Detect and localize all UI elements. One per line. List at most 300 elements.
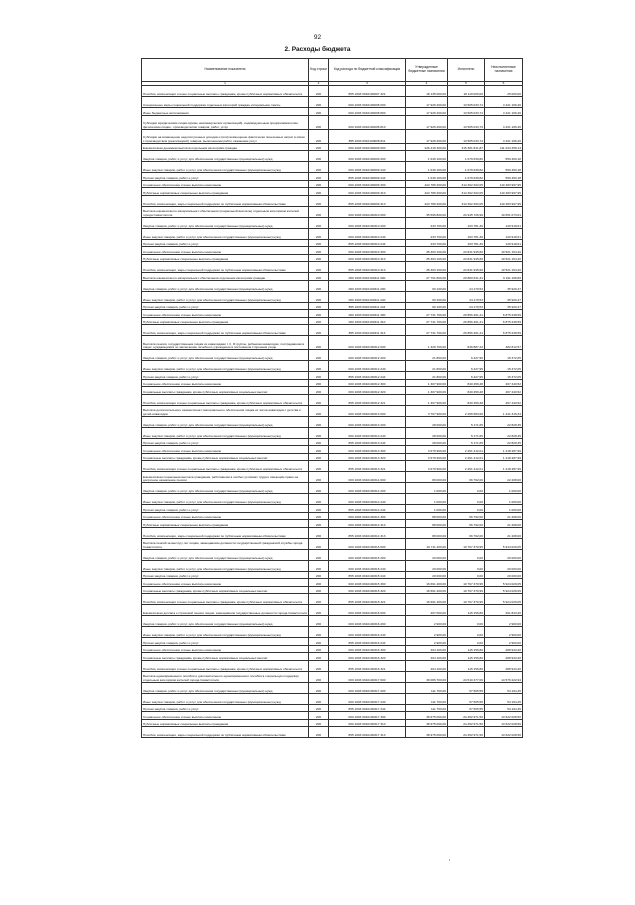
row-unexecuted: 1 000,00	[485, 483, 523, 494]
row-classification-code: 000 1003 0910100310 000	[329, 206, 406, 217]
column-index: 3	[329, 82, 406, 86]
row-executed: 5 171,65	[448, 427, 485, 438]
row-unexecuted: 467 440,52	[485, 394, 523, 405]
row-executed: 314 302 202,05	[448, 188, 485, 196]
row-name: Социальное обеспечение и иные выплаты населению	[142, 310, 309, 318]
row-unexecuted: 288 943,20	[485, 660, 523, 671]
row-classification-code: 855 1003 0910100311 244	[329, 302, 406, 310]
row-approved: 404 100,00	[406, 645, 448, 653]
row-line-code: 200	[309, 302, 329, 310]
row-executed: 10 767 370,95	[448, 594, 485, 605]
table-row	[142, 527, 523, 538]
table-row	[142, 416, 523, 427]
row-classification-code: 000 1003 0910100314 000	[329, 472, 406, 483]
row-executed: 0,00	[448, 627, 485, 638]
row-executed: 6 427,95	[448, 372, 485, 380]
row-approved: 60 100,00	[406, 291, 448, 302]
row-executed: 2 261 412,01	[448, 453, 485, 461]
row-approved: 88 000,00	[406, 527, 448, 538]
table-row	[142, 280, 523, 291]
row-name: Субсидии юридическим лицам (кроме некоммерческих организаций), индивидуальным предпринимателям, физическим лицам - производителям товаров, работ, услуг	[142, 115, 309, 129]
row-approved: 424 786 200,00	[406, 195, 448, 206]
row-name: Социальное обеспечение и иные выплаты населению	[142, 247, 309, 255]
row-classification-code: 000 1003 0910100316 320	[329, 653, 406, 661]
page-number: 92	[313, 34, 322, 41]
row-classification-code: 000 1003 0910100311 200	[329, 280, 406, 291]
row-classification-code: 000 1003 0910100315 300	[329, 579, 406, 587]
row-line-code: 200	[309, 361, 329, 372]
row-unexecuted: 1 418 487,99	[485, 453, 523, 461]
row-line-code: 200	[309, 336, 329, 350]
row-unexecuted: 15 372,05	[485, 350, 523, 361]
row-classification-code: 000 1003 0910100008 800	[329, 108, 406, 116]
page-mark: ı	[449, 857, 451, 862]
row-classification-code: 000 1003 0910100314 200	[329, 483, 406, 494]
row-line-code: 200	[309, 162, 329, 173]
row-approved: 111 700,00	[406, 682, 448, 693]
row-executed: 0,00	[448, 483, 485, 494]
header-name: Наименование показателя	[142, 59, 309, 82]
row-line-code: 200	[309, 446, 329, 454]
row-classification-code: 000 1003 0910100310 300	[329, 247, 406, 255]
row-approved: 111 700,00	[406, 693, 448, 704]
row-executed: 315 381 841,87	[448, 143, 485, 151]
row-approved: 16 691 400,00	[406, 579, 448, 587]
header-approved: Утвержденные бюджетные назначения	[406, 59, 448, 82]
row-name: Пособия, компенсации и иные социальные выплаты гражданам, кроме публичных нормативных обязательств	[142, 461, 309, 472]
row-executed: 20 856 461,41	[448, 317, 485, 325]
row-line-code: 200	[309, 86, 329, 97]
row-unexecuted: 467 440,52	[485, 379, 523, 387]
row-line-code: 200	[309, 173, 329, 181]
table-row	[142, 379, 523, 387]
row-line-code: 200	[309, 273, 329, 281]
row-unexecuted: 288 943,20	[485, 653, 523, 661]
row-unexecuted: 4 421 166,26	[485, 108, 523, 116]
row-unexecuted: 1 418 487,99	[485, 446, 523, 454]
row-executed: 24 452 971,50	[448, 712, 485, 720]
row-executed: 115 156,80	[448, 653, 485, 661]
row-executed: 24 841 945,60	[448, 254, 485, 262]
row-name: Публичные нормативные социальные выплаты гражданам	[142, 520, 309, 528]
table-row	[142, 538, 523, 549]
row-executed: 10 767 370,95	[448, 586, 485, 594]
row-name: Социальные выплаты гражданам, кроме публичных нормативных социальных выплат	[142, 653, 309, 661]
row-classification-code: 000 1003 0910100311 300	[329, 310, 406, 318]
row-executed: 57 505,55	[448, 693, 485, 704]
row-name: Выплата единовременного пособия и дополнительного единовременного пособия в социальную поддержку отдельным категориям жителей города Севастополя	[142, 671, 309, 682]
row-approved: 60 100,00	[406, 280, 448, 291]
table-row	[142, 405, 523, 416]
row-name: Закупка товаров, работ и услуг для обеспечения государственных (муниципальных) нужд	[142, 549, 309, 560]
row-executed: 840 459,48	[448, 387, 485, 395]
row-name: Публичные нормативные социальные выплаты гражданам	[142, 317, 309, 325]
row-classification-code: 855 1003 0910100313 244	[329, 438, 406, 446]
row-line-code: 200	[309, 317, 329, 325]
row-classification-code: 000 1003 0910100313 000	[329, 405, 406, 416]
row-unexecuted: 4 421 166,26	[485, 97, 523, 108]
table-row	[142, 461, 523, 472]
row-line-code: 200	[309, 645, 329, 653]
table-row	[142, 97, 523, 108]
row-classification-code: 000 1003 0910100317 300	[329, 712, 406, 720]
row-executed: 13 505 033,74	[448, 108, 485, 116]
row-approved: 404 100,00	[406, 660, 448, 671]
row-approved: 1 000,00	[406, 505, 448, 513]
header-unexecuted: Неисполненные назначения	[485, 59, 523, 82]
row-executed: 840 459,48	[448, 379, 485, 387]
row-line-code: 200	[309, 586, 329, 594]
row-approved: 2 900,00	[406, 638, 448, 646]
row-line-code: 200	[309, 671, 329, 682]
row-line-code: 200	[309, 560, 329, 571]
row-name: Социальное обеспечение и иные выплаты населению	[142, 379, 309, 387]
row-approved: 35 363 100,00	[406, 247, 448, 255]
row-executed: 2 266 583,66	[448, 405, 485, 416]
row-executed: 24 510 477,06	[448, 671, 485, 682]
row-unexecuted: 10 651 073,01	[485, 206, 523, 217]
row-classification-code: 000 1003 0910100312 240	[329, 361, 406, 372]
row-classification-code: 000 1003 0910100009 200	[329, 151, 406, 162]
row-unexecuted: 14 522 028,50	[485, 712, 523, 720]
row-approved: 1 630 100,00	[406, 173, 448, 181]
table-row	[142, 254, 523, 262]
row-line-code: 200	[309, 129, 329, 143]
row-approved: 28 000,00	[406, 438, 448, 446]
row-approved: 88 000,00	[406, 512, 448, 520]
row-line-code: 200	[309, 571, 329, 579]
table-row	[142, 727, 523, 738]
table-row	[142, 520, 523, 528]
row-approved: 1 000,00	[406, 494, 448, 505]
row-classification-code: 000 1003 0910100313 200	[329, 416, 406, 427]
row-line-code: 200	[309, 719, 329, 727]
row-unexecuted: 1 000,00	[485, 494, 523, 505]
row-classification-code: 855 1003 0910100314 244	[329, 505, 406, 513]
row-unexecuted: 10 521 154,40	[485, 247, 523, 255]
row-executed: 20 880 631,34	[448, 273, 485, 281]
table-row	[142, 693, 523, 704]
table-row	[142, 151, 523, 162]
row-name: Иные закупки товаров, работ и услуг для обеспечения государственных (муниципальных) нужд	[142, 427, 309, 438]
table-row	[142, 483, 523, 494]
row-line-code: 200	[309, 310, 329, 318]
row-executed: 13 505 033,74	[448, 129, 485, 143]
row-line-code: 200	[309, 653, 329, 661]
table-row	[142, 453, 523, 461]
row-line-code: 200	[309, 115, 329, 129]
row-classification-code: 000 1003 0910100314 310	[329, 520, 406, 528]
row-executed: 20 856 461,41	[448, 325, 485, 336]
row-classification-code: 000 1003 0910100311 240	[329, 291, 406, 302]
table-body	[142, 86, 523, 738]
row-line-code: 200	[309, 108, 329, 116]
row-classification-code: 000 1003 0910100313 300	[329, 446, 406, 454]
row-unexecuted: 550 460,18	[485, 151, 523, 162]
row-executed: 0,00	[448, 616, 485, 627]
table-row	[142, 653, 523, 661]
row-classification-code: 855 1003 0910100311 313	[329, 325, 406, 336]
row-unexecuted: 550 460,18	[485, 162, 523, 173]
table-row	[142, 645, 523, 653]
row-line-code: 200	[309, 151, 329, 162]
row-approved: 3 679 900,00	[406, 446, 448, 454]
table-row	[142, 325, 523, 336]
row-approved: 38 975 000,00	[406, 719, 448, 727]
table-row	[142, 571, 523, 579]
row-line-code: 200	[309, 394, 329, 405]
row-name: Закупка товаров, работ и услуг для обеспечения государственных (муниципальных) нужд	[142, 217, 309, 228]
row-executed: 2 261 412,01	[448, 461, 485, 472]
row-line-code: 200	[309, 180, 329, 188]
column-index: 6	[485, 82, 523, 86]
row-unexecuted: 15 372,05	[485, 372, 523, 380]
row-name: Закупка товаров, работ и услуг для обеспечения государственных (муниципальных) нужд	[142, 483, 309, 494]
table-row	[142, 512, 523, 520]
table-row	[142, 594, 523, 605]
column-index: 4	[406, 82, 448, 86]
row-unexecuted: 14 522 028,50	[485, 719, 523, 727]
column-index: 1	[142, 82, 309, 86]
row-approved: 1 307 900,00	[406, 394, 448, 405]
row-approved: 16 711 400,00	[406, 538, 448, 549]
row-classification-code: 000 1003 0910100317 240	[329, 693, 406, 704]
row-approved: 21 800,00	[406, 350, 448, 361]
row-approved: 1 630 100,00	[406, 151, 448, 162]
row-executed: 18 110 000,00	[448, 86, 485, 97]
row-executed: 66 792,00	[448, 520, 485, 528]
table-row	[142, 173, 523, 181]
row-line-code: 200	[309, 97, 329, 108]
row-unexecuted: 288 943,20	[485, 645, 523, 653]
row-line-code: 200	[309, 387, 329, 395]
row-classification-code: 000 1003 0910100009 240	[329, 162, 406, 173]
row-line-code: 200	[309, 262, 329, 273]
row-classification-code: 000 1003 0910100314 240	[329, 494, 406, 505]
row-unexecuted: 25 000,00	[485, 86, 523, 97]
row-approved: 39 086 700,00	[406, 671, 448, 682]
row-approved: 38 975 000,00	[406, 727, 448, 738]
row-approved: 27 791 800,00	[406, 273, 448, 281]
row-approved: 20 000,00	[406, 571, 448, 579]
row-executed: 846 887,43	[448, 336, 485, 350]
row-line-code: 200	[309, 682, 329, 693]
row-name: Иные закупки товаров, работ и услуг для обеспечения государственных (муниципальных) нужд	[142, 693, 309, 704]
row-approved: 1 630 100,00	[406, 162, 448, 173]
row-line-code: 200	[309, 228, 329, 239]
row-name: Выплата пенсии, государственным лицам из инвалидами I, II, III группы, ребенком-инвалидом, пострадавшим в лицах, нуждающимся по заключению лечебного учреждения в постоянном стороннем уходе	[142, 336, 309, 350]
row-name: Иные закупки товаров, работ и услуг для обеспечения государственных (муниципальных) нужд	[142, 162, 309, 173]
row-executed: 66 792,00	[448, 512, 485, 520]
row-name: Выплата дополнительного ежемесячного материального обеспечения лицам из числа инвалидов с детства и детей-инвалидов	[142, 405, 309, 416]
row-executed: 57 505,55	[448, 704, 485, 712]
row-line-code: 200	[309, 247, 329, 255]
table-row	[142, 129, 523, 143]
row-unexecuted: 4 421 166,26	[485, 115, 523, 129]
row-line-code: 200	[309, 325, 329, 336]
row-approved: 16 691 400,00	[406, 594, 448, 605]
row-executed: 24 170,53	[448, 291, 485, 302]
row-executed: 10 767 370,95	[448, 579, 485, 587]
row-unexecuted: 22 828,35	[485, 438, 523, 446]
table-row	[142, 719, 523, 727]
table-row	[142, 273, 523, 281]
row-name: Прочая закупка товаров, работ и услуг	[142, 638, 309, 646]
table-row	[142, 579, 523, 587]
row-approved: 27 731 700,00	[406, 310, 448, 318]
row-unexecuted: 5 924 029,05	[485, 586, 523, 594]
row-executed: 103 781,39	[448, 239, 485, 247]
row-approved: 60 100,00	[406, 302, 448, 310]
row-line-code: 200	[309, 512, 329, 520]
row-classification-code: 000 1003 0910100316 300	[329, 645, 406, 653]
row-classification-code: 855 1003 0910100316 321	[329, 660, 406, 671]
row-name: Пособия, компенсации, меры социальной поддержки по публичным нормативным обязательствам	[142, 195, 309, 206]
row-unexecuted: 15 372,05	[485, 361, 523, 372]
row-unexecuted: 22 828,35	[485, 416, 523, 427]
row-line-code: 200	[309, 549, 329, 560]
row-classification-code: 855 1003 0910100312 321	[329, 394, 406, 405]
row-line-code: 200	[309, 280, 329, 291]
header-line-code: Код строки	[309, 59, 329, 82]
row-line-code: 200	[309, 727, 329, 738]
row-executed: 66 792,00	[448, 472, 485, 483]
row-approved: 17 926 200,00	[406, 97, 448, 108]
row-name: Иные закупки товаров, работ и услуг для обеспечения государственных (муниципальных) нужд	[142, 361, 309, 372]
row-executed: 6 427,95	[448, 350, 485, 361]
row-unexecuted: 10 521 154,40	[485, 262, 523, 273]
row-unexecuted: 54 194,45	[485, 693, 523, 704]
row-executed: 24 841 945,60	[448, 247, 485, 255]
row-name: Ежемесячная социальная выплата гражданам, работавшим в особых условиях труда и имеющим право на досрочное назначение пенсии	[142, 472, 309, 483]
row-name: Публичные нормативные социальные выплаты гражданам	[142, 188, 309, 196]
row-approved: 28 000,00	[406, 416, 448, 427]
row-approved: 1 307 900,00	[406, 379, 448, 387]
row-approved: 35 363 100,00	[406, 262, 448, 273]
row-approved: 424 786 200,00	[406, 188, 448, 196]
table-row	[142, 302, 523, 310]
row-name: Социальное обеспечение и иные выплаты населению	[142, 645, 309, 653]
row-approved: 3 679 900,00	[406, 453, 448, 461]
row-approved: 17 926 200,00	[406, 115, 448, 129]
row-line-code: 200	[309, 693, 329, 704]
row-approved: 3 679 900,00	[406, 461, 448, 472]
table-row	[142, 387, 523, 395]
row-name: Прочая закупка товаров, работ и услуг	[142, 302, 309, 310]
row-classification-code: 000 1003 0910100315 200	[329, 549, 406, 560]
table-row	[142, 682, 523, 693]
row-approved: 233 700,00	[406, 217, 448, 228]
row-line-code: 200	[309, 453, 329, 461]
row-executed: 24 170,53	[448, 302, 485, 310]
row-line-code: 200	[309, 494, 329, 505]
column-index: 2	[309, 82, 329, 86]
row-classification-code: 855 1003 0910100312 244	[329, 372, 406, 380]
row-unexecuted: 6 875 238,59	[485, 310, 523, 318]
row-classification-code: 000 1003 0910100316 200	[329, 616, 406, 627]
table-row	[142, 712, 523, 720]
row-unexecuted: 467 440,52	[485, 387, 523, 395]
row-executed: 103 781,39	[448, 217, 485, 228]
row-executed: 13 505 033,74	[448, 97, 485, 108]
row-unexecuted: 54 194,45	[485, 682, 523, 693]
row-classification-code: 000 1003 0910100008 810	[329, 115, 406, 129]
row-classification-code: 000 1003 0910100310 200	[329, 217, 406, 228]
row-approved: 38 975 000,00	[406, 712, 448, 720]
table-row	[142, 560, 523, 571]
table-row	[142, 162, 523, 173]
table-row	[142, 586, 523, 594]
row-line-code: 200	[309, 527, 329, 538]
row-executed: 840 459,48	[448, 394, 485, 405]
row-approved: 35 363 100,00	[406, 254, 448, 262]
row-executed: 1 079 639,82	[448, 162, 485, 173]
row-classification-code: 855 1003 0910100009 313	[329, 195, 406, 206]
row-line-code: 200	[309, 704, 329, 712]
row-unexecuted: 20 000,00	[485, 560, 523, 571]
row-name: Ежемесячная денежная выплата отдельным категориям граждан	[142, 143, 309, 151]
row-line-code: 200	[309, 195, 329, 206]
table-row	[142, 438, 523, 446]
row-executed: 10 767 370,95	[448, 538, 485, 549]
row-approved: 17 926 200,00	[406, 129, 448, 143]
table-row	[142, 704, 523, 712]
row-name: Закупка товаров, работ и услуг для обеспечения государственных (муниципальных) нужд	[142, 350, 309, 361]
row-classification-code: 855 1003 0910100008 811	[329, 129, 406, 143]
row-approved: 20 000,00	[406, 549, 448, 560]
row-approved: 20 000,00	[406, 560, 448, 571]
row-approved: 89 000,00	[406, 472, 448, 483]
row-approved: 2 900,00	[406, 616, 448, 627]
row-approved: 35 596 800,00	[406, 206, 448, 217]
row-line-code: 200	[309, 660, 329, 671]
row-line-code: 200	[309, 483, 329, 494]
row-executed: 24 452 971,50	[448, 719, 485, 727]
row-unexecuted: 2 900,00	[485, 638, 523, 646]
row-name: Закупка товаров, работ и услуг для обеспечения государственных (муниципальных) нужд	[142, 682, 309, 693]
row-executed: 314 302 202,05	[448, 180, 485, 188]
row-classification-code: 000 1003 0910100311 000	[329, 273, 406, 281]
row-unexecuted: 1 441 316,34	[485, 405, 523, 416]
row-name: Публичные нормативные социальные выплаты гражданам	[142, 719, 309, 727]
row-name: Публичные нормативные социальные выплаты гражданам	[142, 254, 309, 262]
row-unexecuted: 550 460,18	[485, 173, 523, 181]
row-executed: 2 261 412,01	[448, 446, 485, 454]
row-executed: 0,00	[448, 494, 485, 505]
row-executed: 20 856 461,41	[448, 310, 485, 318]
row-name: Прочая закупка товаров, работ и услуг	[142, 239, 309, 247]
row-line-code: 200	[309, 379, 329, 387]
row-unexecuted: 2 900,00	[485, 616, 523, 627]
row-executed: 24 170,53	[448, 280, 485, 291]
table-row	[142, 372, 523, 380]
row-name: Социальное обеспечение и иные выплаты населению	[142, 446, 309, 454]
row-classification-code: 000 1003 0910100312 200	[329, 350, 406, 361]
row-name: Пособия, компенсации и иные социальные выплаты гражданам, кроме публичных нормативных обязательств	[142, 394, 309, 405]
row-unexecuted: 110 483 997,95	[485, 180, 523, 188]
row-unexecuted: 35 929,47	[485, 291, 523, 302]
table-row	[142, 317, 523, 325]
row-name: Прочая закупка товаров, работ и услуг	[142, 571, 309, 579]
row-name: Выплата ежемесячного материального обеспечения отдельным категориям граждан	[142, 273, 309, 281]
row-line-code: 200	[309, 438, 329, 446]
row-approved: 28 000,00	[406, 427, 448, 438]
row-unexecuted: 20 000,00	[485, 571, 523, 579]
row-name: Иные закупки товаров, работ и услуг для обеспечения государственных (муниципальных) нужд	[142, 494, 309, 505]
row-approved: 1 307 900,00	[406, 387, 448, 395]
row-executed: 24 945 726,99	[448, 206, 485, 217]
row-classification-code: 000 1003 0910100311 310	[329, 317, 406, 325]
